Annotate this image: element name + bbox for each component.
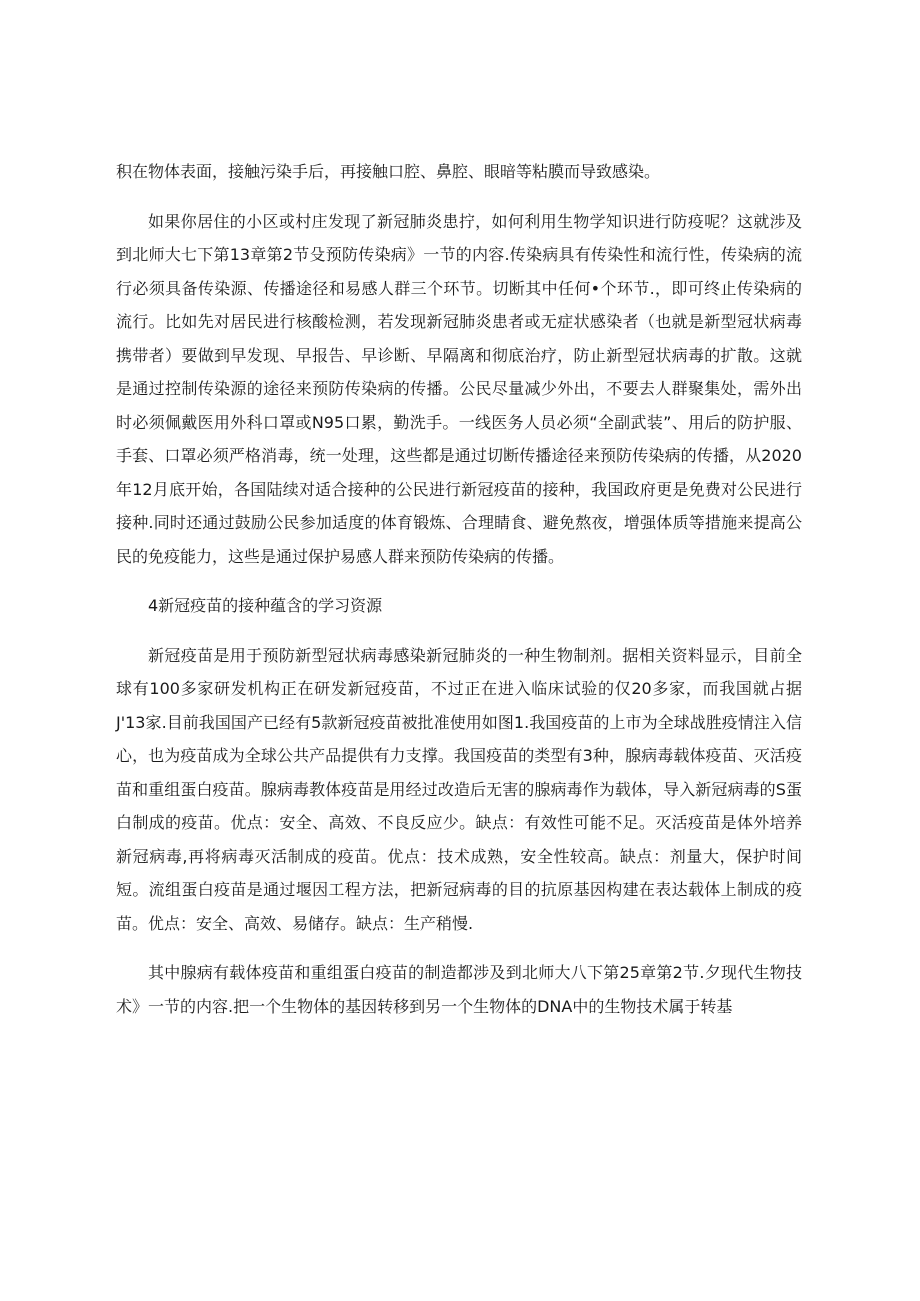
section-heading-vaccine: 4新冠疫苗的接种蕴含的学习资源	[148, 596, 383, 615]
paragraph-continuation: 积在物体表面，接触污染手后，再接触口腔、鼻腔、眼暗等粘膜而导致感染。	[116, 162, 661, 181]
paragraph-modern-biotech: 其中腺病有载体疫苗和重组蛋白疫苗的制造都涉及到北师大八下第25章第2节.夕现代生物技术》一节的内容.把一个生物体的基因转移到另一个生物体的DNA中的生物技术属于转基	[116, 963, 802, 1016]
document-body	[116, 155, 802, 1023]
paragraph-vaccine-types: 新冠疫苗是用于预防新型冠状病毒感染新冠肺炎的一种生物制剂。据相关资料显示，目前全球有100多家研发机构正在研发新冠疫苗，不过正在进入临床试验的仅20多家，而我国就占据J'13家.目前我国国产已经有5款新冠疫苗被批准使用如图1.我国疫苗的上市为全球战胜疫情注入信心，也为疫苗成为全球公共产品提供有力支撑。我国疫苗的类型有3种，腺病毒载体疫苗、灭活疫苗和重组蛋白疫苗。腺病毒教体疫苗是用经过改造后无害的腺病毒作为载体，导入新冠病毒的S蛋白制成的疫苗。优点：安全、高效、不良反应少。缺点：有效性可能不足。灭活疫苗是体外培养新冠病毒,再将病毒灭活制成的疫苗。优点：技术成熟，安全性较高。缺点：剂量大，保护时间短。流组蛋白疫苗是通过堰因工程方法，把新冠病毒的目的抗原基因构建在表达载体上制成的疫苗。优点：安全、高效、易储存。缺点：生产稍慢.	[116, 645, 802, 933]
paragraph-epidemic-prevention: 如果你居住的小区或村庄发现了新冠肺炎患拧，如何利用生物学知识进行防疫呢？这就涉及到北师大七下第13章第2节殳预防传染病》一节的内容.传染病具有传染性和流行性，传染病的流行必须具备传染源、传播途径和易感人群三个环节。切断其中任何•个环节.，即可终止传染病的流行。比如先对居民进行核酸检测，若发现新冠肺炎患者或无症状感染者（也就是新型冠状病毒携带者）要做到早发现、早报告、早诊断、早隔离和彻底治疗，防止新型冠状病毒的扩散。这就是通过控制传染源的途径来预防传染病的传播。公民尽量减少外出，不要去人群聚集处，需外出时必须佩戴医用外科口罩或N95口累，勤洗手。一线医务人员必须“全副武装”、用后的防护服、手套、口罩必须严格消毒，统一处理，这些都是通过切断传播途径来预防传染病的传播，从2020年12月底开始，各国陆续对适合接种的公民进行新冠疫苗的接种，我国政府更是免费对公民进行接种.同时还通过鼓励公民参加适度的体育锻炼、合理睛食、避免熬夜，增强体质等措施来提高公民的免疫能力，这些是通过保护易感人群来预防传染病的传播。	[116, 211, 802, 566]
